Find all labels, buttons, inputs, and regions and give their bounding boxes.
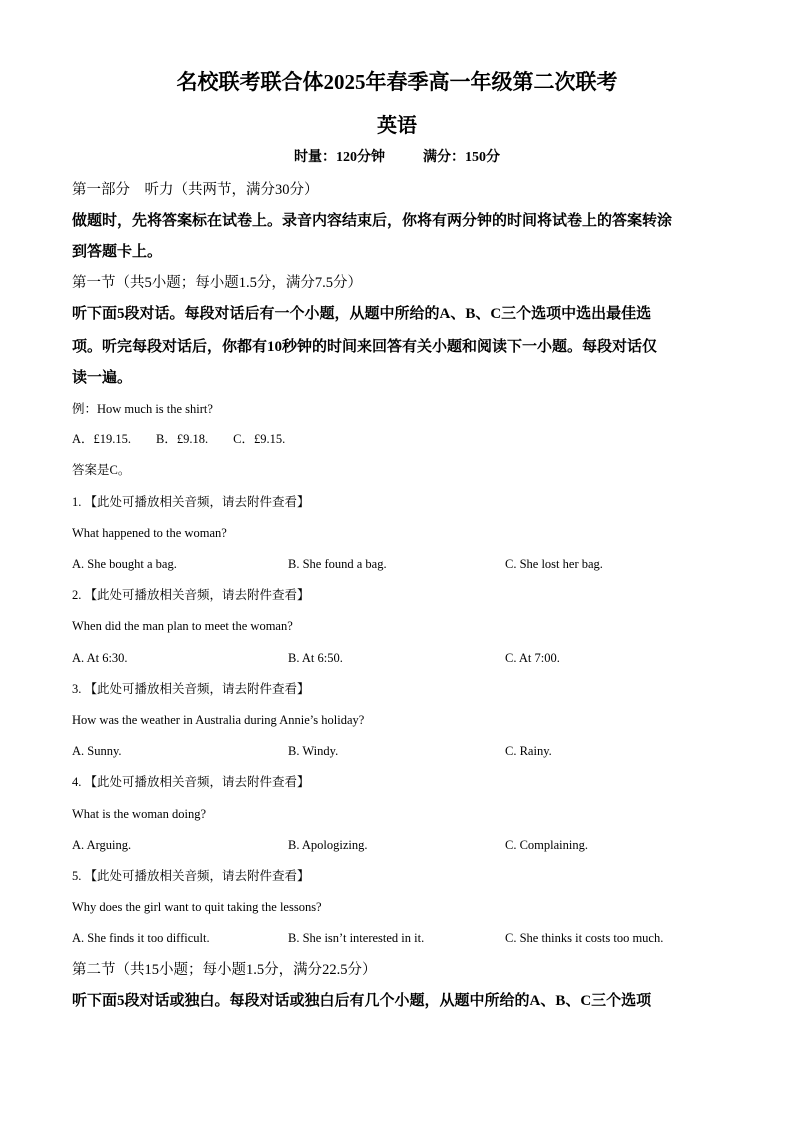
question-3-option-b: B. Windy.	[288, 744, 339, 758]
question-4-option-b: B. Apologizing.	[288, 838, 368, 852]
question-2-audio-note: 2. 【此处可播放相关音频，请去附件查看】	[72, 588, 310, 602]
part1-heading: 第一部分 听力（共两节，满分30分）	[72, 182, 319, 198]
question-3-option-a: A. Sunny.	[72, 744, 122, 758]
question-1-audio-note: 1. 【此处可播放相关音频，请去附件查看】	[72, 495, 310, 509]
section1-instructions-line2: 项。听完每段对话后，你都有10秒钟的时间来回答有关小题和阅读下一小题。每段对话仅	[72, 339, 658, 355]
question-4-audio-note: 4. 【此处可播放相关音频，请去附件查看】	[72, 775, 310, 789]
question-4-option-c: C. Complaining.	[505, 838, 588, 852]
section1-heading: 第一节（共5小题；每小题1.5分，满分7.5分）	[72, 275, 362, 291]
question-1-option-c: C. She lost her bag.	[505, 557, 603, 571]
question-5-audio-note: 5. 【此处可播放相关音频，请去附件查看】	[72, 869, 310, 883]
example-answer: 答案是C。	[72, 463, 131, 477]
question-3-text: How was the weather in Australia during Annie’s holiday?	[72, 713, 365, 727]
question-5-option-b: B. She isn’t interested in it.	[288, 931, 425, 945]
section2-instructions-line1: 听下面5段对话或独白。每段对话或独白后有几个小题，从题中所给的A、B、C三个选项	[72, 993, 652, 1009]
example-options: A．£19.15. B．£9.18. C．£9.15.	[72, 432, 286, 446]
question-4-text: What is the woman doing?	[72, 807, 206, 821]
section2-heading: 第二节（共15小题；每小题1.5分，满分22.5分）	[72, 962, 377, 978]
exam-meta	[0, 151, 794, 165]
question-2-option-b: B. At 6:50.	[288, 651, 343, 665]
question-3-option-c: C. Rainy.	[505, 744, 552, 758]
part1-instructions-line1: 做题时，先将答案标在试卷上。录音内容结束后，你将有两分钟的时间将试卷上的答案转涂	[72, 213, 673, 229]
question-4-option-a: A. Arguing.	[72, 838, 132, 852]
section1-instructions-line3: 读一遍。	[72, 370, 133, 386]
question-1-option-b: B. She found a bag.	[288, 557, 387, 571]
section1-instructions-line1: 听下面5段对话。每段对话后有一个小题，从题中所给的A、B、C三个选项中选出最佳选	[72, 306, 652, 322]
exam-title: 名校联考联合体2025年春季高一年级第二次联考	[176, 70, 618, 94]
exam-score: 满分：150分	[423, 150, 500, 165]
question-2-option-a: A. At 6:30.	[72, 651, 128, 665]
question-5-text: Why does the girl want to quit taking the lessons?	[72, 900, 322, 914]
question-2-option-c: C. At 7:00.	[505, 651, 560, 665]
question-1-option-a: A. She bought a bag.	[72, 557, 177, 571]
example-question: 例：How much is the shirt?	[72, 402, 213, 416]
question-1-text: What happened to the woman?	[72, 526, 227, 540]
exam-time: 时量：120分钟	[294, 150, 385, 165]
exam-subject: 英语	[377, 115, 417, 137]
question-2-text: When did the man plan to meet the woman?	[72, 619, 293, 633]
part1-instructions-line2: 到答题卡上。	[72, 244, 163, 260]
question-3-audio-note: 3. 【此处可播放相关音频，请去附件查看】	[72, 682, 310, 696]
question-5-option-c: C. She thinks it costs too much.	[505, 931, 664, 945]
question-5-option-a: A. She finds it too difficult.	[72, 931, 210, 945]
